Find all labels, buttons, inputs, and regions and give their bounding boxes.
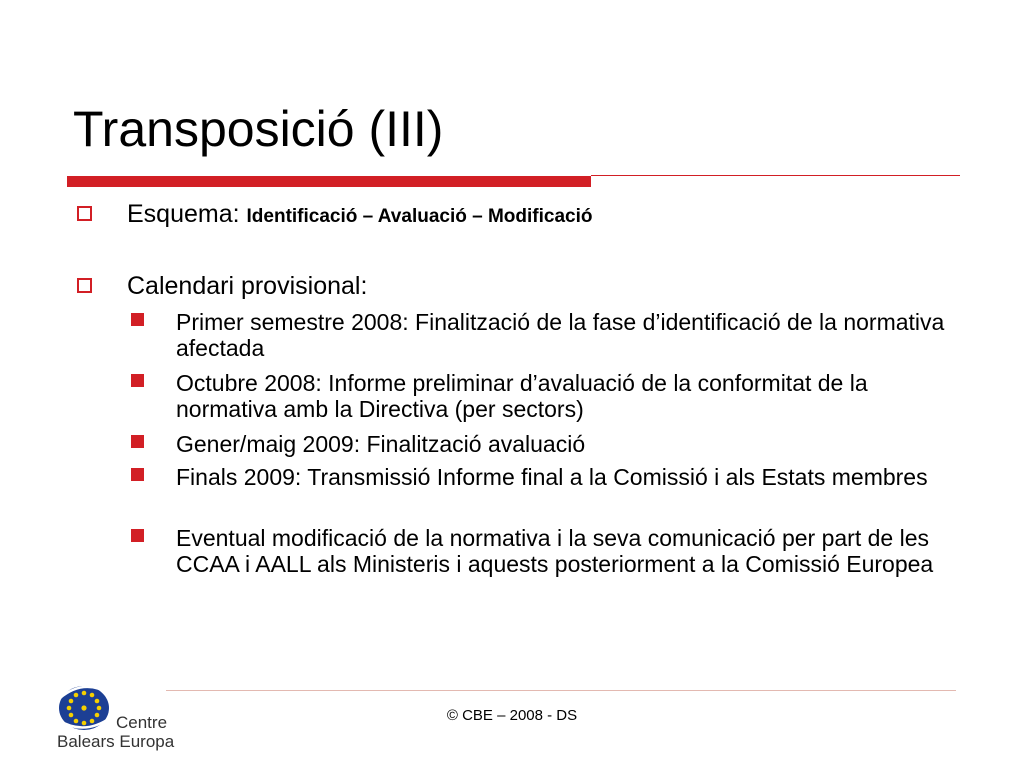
square-bullet-icon xyxy=(131,313,144,326)
square-bullet-icon xyxy=(131,435,144,448)
calendar-item: Gener/maig 2009: Finalització avaluació xyxy=(176,431,586,457)
calendar-item: Octubre 2008: Informe preliminar d’avaluació de la conformitat de la normativa amb la Directiva (per sectors) xyxy=(176,370,868,422)
calendar-item: Eventual modificació de la normativa i la seva comunicació per part de les CCAA i AALL als Ministeris i aquests posteriorment a la Comissió Europea xyxy=(176,525,934,577)
square-bullet-icon xyxy=(131,529,144,542)
footer-divider xyxy=(166,690,956,691)
slide-title: Transposició (III) xyxy=(73,101,444,157)
square-bullet-icon xyxy=(131,374,144,387)
logo-text-name: Balears Europa xyxy=(57,732,175,751)
bullet-esquema-label: Esquema: xyxy=(127,200,247,228)
hollow-square-bullet-icon xyxy=(77,278,92,293)
footer-copyright: © CBE – 2008 - DS xyxy=(446,707,578,724)
title-underline-thin xyxy=(591,175,960,176)
calendar-item: Finals 2009: Transmissió Informe final a la Comissió i als Estats membres xyxy=(176,464,928,490)
logo xyxy=(54,680,174,756)
bullet-esquema xyxy=(127,200,592,231)
square-bullet-icon xyxy=(131,468,144,481)
bullet-esquema-detail: Identificació – Avaluació – Modificació xyxy=(246,206,593,227)
calendar-item: Primer semestre 2008: Finalització de la fase d’identificació de la normativa afectada xyxy=(176,309,945,361)
hollow-square-bullet-icon xyxy=(77,206,92,221)
logo-text-centre: Centre xyxy=(116,713,168,732)
title-underline-thick xyxy=(67,176,591,187)
eu-stars-icon xyxy=(54,680,114,736)
bullet-calendari: Calendari provisional: xyxy=(127,272,368,300)
